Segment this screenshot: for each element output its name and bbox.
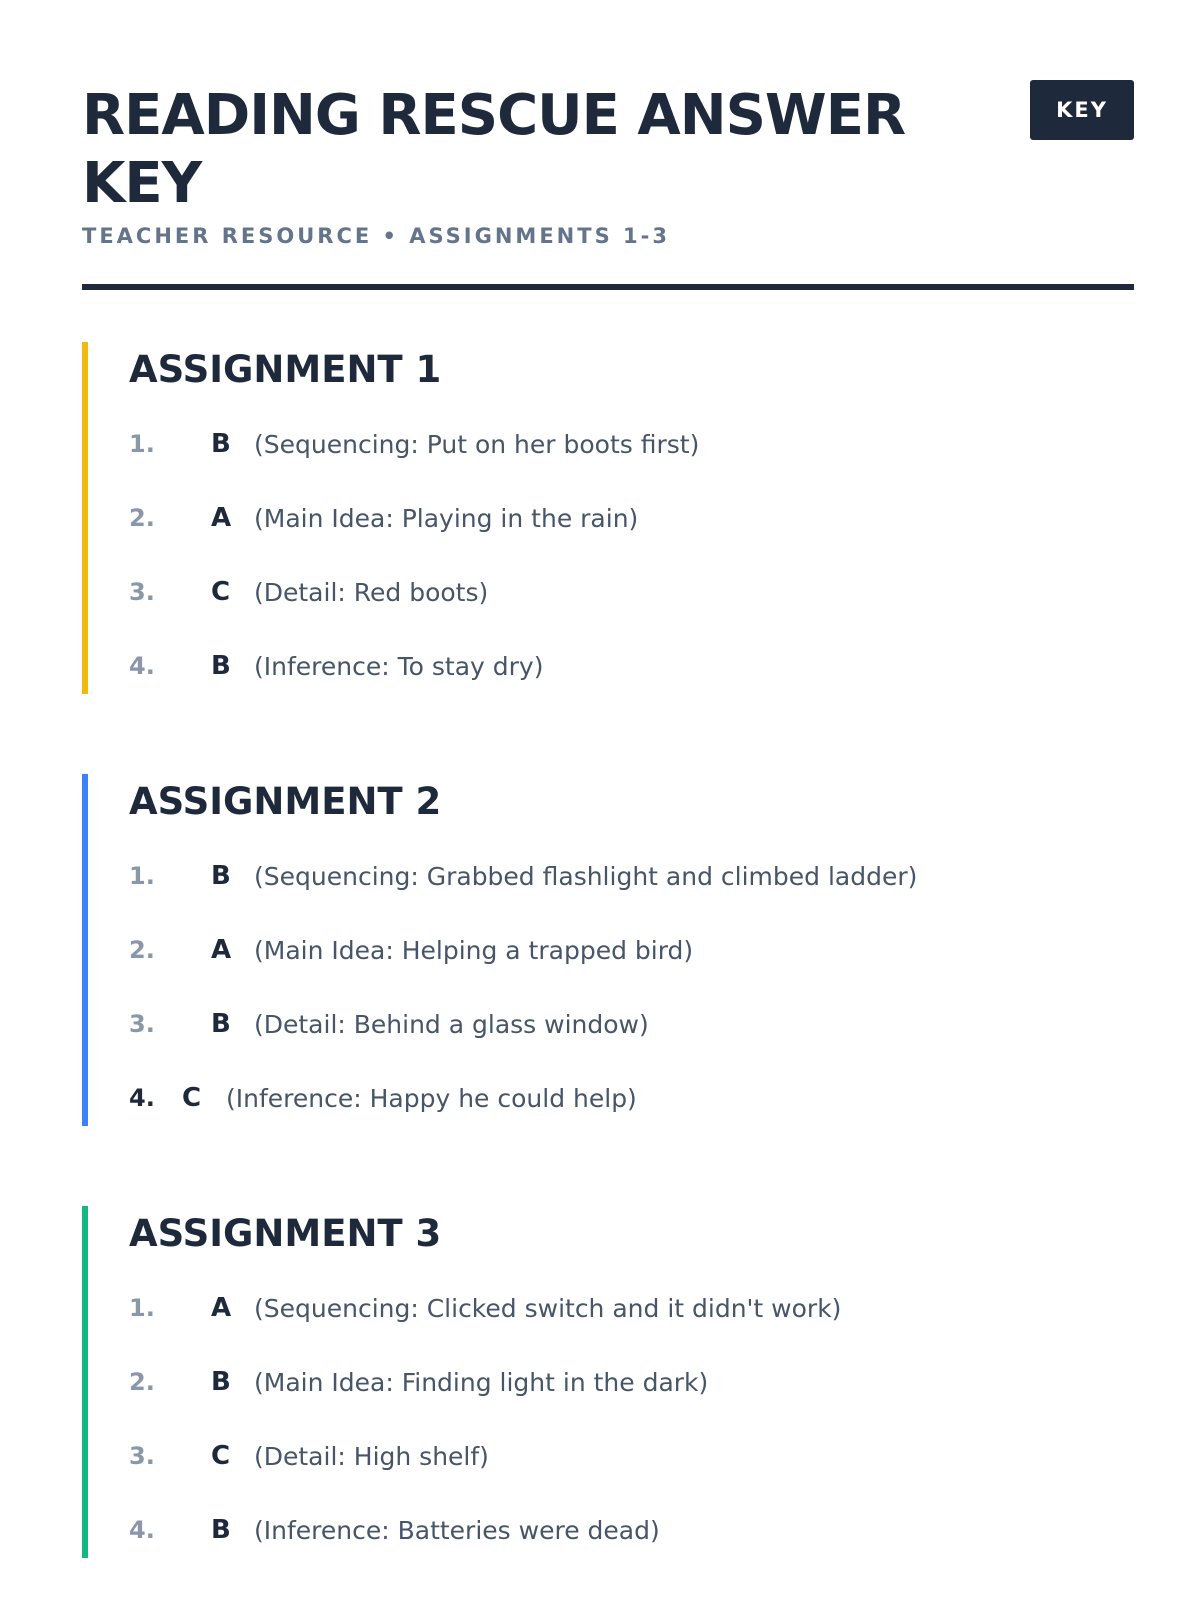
question-number: 4.	[129, 1516, 155, 1544]
answer-letter: B	[211, 651, 231, 681]
answer-explanation: (Main Idea: Playing in the rain)	[254, 504, 639, 533]
assignment-1-answer-2	[129, 502, 1109, 538]
assignment-2-answer-2	[129, 934, 1109, 970]
assignment-1-section	[82, 342, 1134, 694]
assignment-3-answer-2	[129, 1366, 1109, 1402]
assignment-3-answer-4	[129, 1514, 1109, 1550]
key-badge: KEY	[1030, 80, 1134, 140]
answer-explanation: (Inference: Batteries were dead)	[254, 1516, 660, 1545]
assignment-3-answer-1	[129, 1292, 1109, 1328]
answer-letter: C	[211, 577, 231, 607]
header-divider	[82, 284, 1134, 290]
question-number: 3.	[129, 578, 155, 606]
answer-letter: C	[182, 1083, 202, 1113]
assignment-3-section	[82, 1206, 1134, 1558]
answer-letter: B	[211, 1367, 231, 1397]
answer-explanation: (Sequencing: Put on her boots first)	[254, 430, 700, 459]
answer-explanation: (Sequencing: Grabbed flashlight and climbed ladder)	[254, 862, 918, 891]
assignment-2-heading: ASSIGNMENT 2	[129, 780, 442, 823]
answer-letter: A	[211, 935, 232, 965]
answer-explanation: (Detail: High shelf)	[254, 1442, 489, 1471]
answer-explanation: (Inference: To stay dry)	[254, 652, 544, 681]
assignment-3-heading: ASSIGNMENT 3	[129, 1212, 442, 1255]
question-number: 3.	[129, 1010, 155, 1038]
question-number: 1.	[129, 430, 155, 458]
question-number: 3.	[129, 1442, 155, 1470]
answer-letter: B	[211, 861, 231, 891]
assignment-2-answer-3	[129, 1008, 1109, 1044]
answer-letter: C	[211, 1441, 231, 1471]
assignment-1-answer-1	[129, 428, 1109, 464]
assignment-2-section	[82, 774, 1134, 1126]
page-header	[82, 78, 1134, 288]
assignment-1-answer-3	[129, 576, 1109, 612]
question-number: 4.	[129, 1084, 155, 1112]
answer-letter: A	[211, 1293, 232, 1323]
question-number: 4.	[129, 652, 155, 680]
answer-letter: B	[211, 429, 231, 459]
question-number: 2.	[129, 504, 155, 532]
answer-key-page	[82, 0, 1134, 1600]
assignment-1-heading: ASSIGNMENT 1	[129, 348, 442, 391]
question-number: 1.	[129, 862, 155, 890]
page-title: READING RESCUE ANSWER KEY	[82, 83, 906, 216]
assignment-2-answer-1	[129, 860, 1109, 896]
question-number: 1.	[129, 1294, 155, 1322]
answer-explanation: (Sequencing: Clicked switch and it didn't work)	[254, 1294, 842, 1323]
assignment-1-answer-4	[129, 650, 1109, 686]
answer-letter: B	[211, 1009, 231, 1039]
answer-explanation: (Detail: Red boots)	[254, 578, 489, 607]
answer-explanation: (Inference: Happy he could help)	[226, 1084, 637, 1113]
answer-explanation: (Main Idea: Finding light in the dark)	[254, 1368, 709, 1397]
answer-letter: B	[211, 1515, 231, 1545]
question-number: 2.	[129, 1368, 155, 1396]
answer-explanation: (Detail: Behind a glass window)	[254, 1010, 649, 1039]
assignment-3-answer-3	[129, 1440, 1109, 1476]
answer-letter: A	[211, 503, 232, 533]
assignment-2-answer-4	[129, 1082, 1109, 1118]
page-subtitle: TEACHER RESOURCE • ASSIGNMENTS 1-3	[82, 224, 670, 248]
question-number: 2.	[129, 936, 155, 964]
answer-explanation: (Main Idea: Helping a trapped bird)	[254, 936, 694, 965]
